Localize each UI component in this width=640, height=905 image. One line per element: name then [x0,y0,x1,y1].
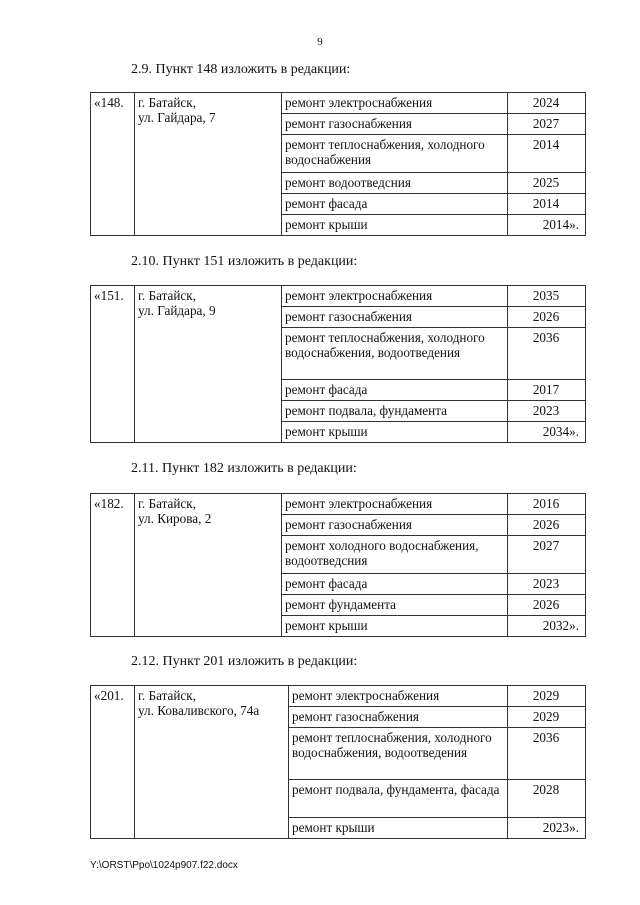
work-year: 2026 [508,595,586,616]
address-city: г. Батайск, [138,95,196,110]
work-year: 2024 [508,93,586,114]
work-year: 2036 [508,328,586,380]
work-year: 2027 [508,536,586,574]
work-year: 2014 [508,135,586,173]
work-type: ремонт фасада [282,380,508,401]
work-year: 2025 [508,173,586,194]
work-type: ремонт фасада [282,574,508,595]
work-type: ремонт электроснабжения [282,286,508,307]
work-year: 2026 [508,515,586,536]
work-year: 2023 [508,401,586,422]
table-row [91,494,586,515]
work-type: ремонт фундамента [282,595,508,616]
work-year: 2016 [508,494,586,515]
section-heading: 2.10. Пункт 151 изложить в редакции: [131,254,358,269]
section-heading: 2.11. Пункт 182 изложить в редакции: [131,461,357,476]
work-type: ремонт теплоснабжения, холодного водоснабжения, водоотведения [289,728,508,780]
address-cell [135,93,282,236]
address-city: г. Батайск, [138,288,196,303]
footer-file-path: Y:\ORST\Ppo\1024p907.f22.docx [90,860,238,871]
address-cell [135,686,289,839]
address-city: г. Батайск, [138,496,196,511]
item-number: «151. [91,286,135,443]
item-number: «201. [91,686,135,839]
address-cell [135,286,282,443]
work-year: 2023 [508,574,586,595]
work-type: ремонт электроснабжения [282,93,508,114]
page-number: 9 [317,36,323,48]
item-number: «148. [91,93,135,236]
work-type: ремонт электроснабжения [282,494,508,515]
work-type: ремонт теплоснабжения, холодного водоснабжения [282,135,508,173]
work-year: 2036 [508,728,586,780]
work-year: 2028 [508,780,586,818]
work-year: 2026 [508,307,586,328]
work-year: 2029 [508,686,586,707]
work-type: ремонт холодного водоснабжения, водоотведсния [282,536,508,574]
amendment-table [90,92,586,236]
amendment-table [90,493,586,637]
work-type: ремонт крыши [289,818,508,839]
work-type: ремонт водоотведсния [282,173,508,194]
work-year: 2034». [508,422,586,443]
amendment-table [90,685,586,839]
work-year: 2014 [508,194,586,215]
table-row [91,686,586,707]
work-type: ремонт крыши [282,422,508,443]
work-type: ремонт крыши [282,215,508,236]
work-type: ремонт газоснабжения [289,707,508,728]
work-type: ремонт газоснабжения [282,114,508,135]
address-street: ул. Гайдара, 9 [138,303,216,318]
work-type: ремонт газоснабжения [282,515,508,536]
table-row [91,286,586,307]
work-type: ремонт теплоснабжения, холодного водоснабжения, водоотведения [282,328,508,380]
section-heading: 2.9. Пункт 148 изложить в редакции: [131,62,351,77]
work-type: ремонт фасада [282,194,508,215]
work-year: 2035 [508,286,586,307]
address-cell [135,494,282,637]
work-type: ремонт крыши [282,616,508,637]
work-year: 2027 [508,114,586,135]
address-street: ул. Гайдара, 7 [138,110,216,125]
item-number: «182. [91,494,135,637]
work-year: 2017 [508,380,586,401]
table-row [91,93,586,114]
work-year: 2032». [508,616,586,637]
work-type: ремонт подвала, фундамента [282,401,508,422]
section-heading: 2.12. Пункт 201 изложить в редакции: [131,654,358,669]
work-year: 2029 [508,707,586,728]
work-type: ремонт подвала, фундамента, фасада [289,780,508,818]
work-type: ремонт электроснабжения [289,686,508,707]
address-street: ул. Коваливского, 74а [138,703,260,718]
work-year: 2023». [508,818,586,839]
work-type: ремонт газоснабжения [282,307,508,328]
address-street: ул. Кирова, 2 [138,511,212,526]
address-city: г. Батайск, [138,688,196,703]
work-year: 2014». [508,215,586,236]
amendment-table [90,285,586,443]
